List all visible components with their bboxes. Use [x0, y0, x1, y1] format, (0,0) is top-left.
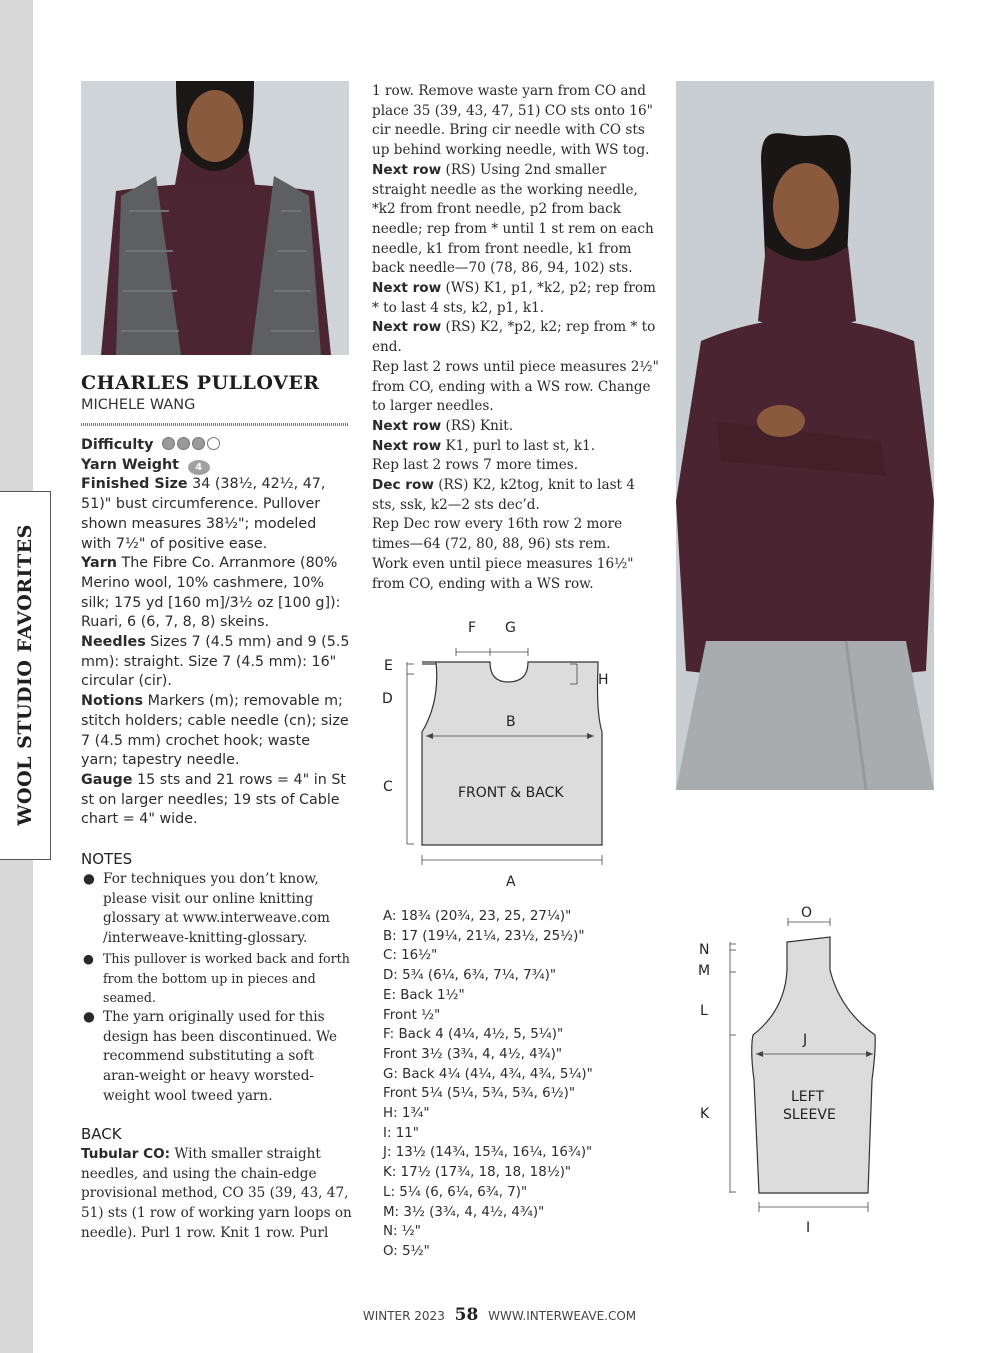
gauge-label: Gauge — [81, 771, 133, 788]
pattern-specs — [81, 436, 351, 830]
yarn-weight-label: Yarn Weight — [81, 456, 179, 473]
measurement-key: I: — [383, 1125, 392, 1141]
measurement-key: C: — [383, 948, 397, 964]
front-back-label: FRONT & BACK — [458, 785, 564, 801]
instruction-paragraph: Rep Dec row every 16th row 2 more times—64 (72, 80, 88, 96) sts rem. — [372, 516, 623, 553]
pattern-title: CHARLES PULLOVER — [81, 372, 320, 394]
measurement-row — [383, 927, 643, 947]
sleeve-shape — [752, 937, 875, 1193]
instruction-paragraph: Work even until piece measures 16½" from CO, ending with a WS row. — [372, 555, 634, 592]
bullet-icon: ● — [83, 1008, 95, 1025]
measurement-row — [383, 1222, 643, 1242]
row-label: Next row — [372, 437, 442, 454]
measurement-value: 16½" — [396, 948, 438, 964]
model-photo-small — [81, 81, 349, 355]
yarn-weight-badge-icon: 4 — [188, 460, 210, 475]
measurement-value: 1¾" — [397, 1106, 430, 1122]
instruction-paragraph — [372, 476, 662, 515]
front-back-schematic — [370, 612, 630, 892]
row-text: (WS) K1, p1, *k2, p2; rep from * to last 4 sts, k2, p1, k1. — [372, 280, 656, 316]
note-item — [81, 870, 353, 949]
sleeve-schematic-drawing — [690, 900, 920, 1240]
row-text: (RS) Knit. — [441, 417, 514, 434]
measurement-row — [383, 966, 643, 986]
bullet-icon: ● — [83, 871, 95, 887]
measurement-key: F: — [383, 1027, 395, 1043]
difficulty-circle-empty-icon — [207, 437, 220, 450]
yarn-text: The Fibre Co. Arranmore (80% Merino wool, 10% cashmere, 10% silk; 175 yd [160 m]/3½ oz [100 g]): Ruari, 6 (6, 7, 8, 8) skeins. — [81, 555, 341, 631]
instruction-paragraph — [372, 161, 662, 279]
measurement-key: H: — [383, 1106, 398, 1122]
measurement-value: Front ½" — [383, 1007, 441, 1023]
measurement-row — [383, 946, 643, 966]
sleeve-schematic — [690, 900, 920, 1240]
dim-label-f: F — [468, 620, 477, 636]
instruction-paragraph: Rep last 2 rows 7 more times. — [372, 457, 579, 474]
back-instructions — [81, 1145, 353, 1244]
needles-label: Needles — [81, 634, 146, 651]
page-footer — [0, 1305, 999, 1325]
measurement-value: 17 (19¼, 21¼, 23½, 25½)" — [396, 928, 585, 944]
measurement-row — [383, 1045, 643, 1065]
dim-label-o: O — [801, 905, 813, 921]
measurement-value: 3½ (3¾, 4, 4½, 4¾)" — [399, 1204, 545, 1220]
tubular-co-text: With smaller straight needles, and using the chain-edge provisional method, CO 35 (39, 43, 47, 51) sts (1 row of working yarn loops on needle). Purl 1 row. Knit 1 row. Purl — [81, 1146, 352, 1241]
measurement-key: B: — [383, 928, 397, 944]
difficulty-rating — [162, 437, 222, 453]
measurement-key: D: — [383, 968, 398, 984]
dim-label-h: H — [598, 672, 609, 688]
dim-label-m: M — [698, 963, 711, 979]
note-item — [81, 1008, 353, 1107]
tubular-co-label: Tubular CO: — [81, 1146, 171, 1162]
dim-label-a: A — [506, 874, 516, 890]
measurement-row — [383, 1242, 643, 1262]
instruction-paragraph: Rep last 2 rows until piece measures 2½" from CO, ending with a WS row. Change to larger needles. — [372, 358, 659, 415]
row-label: Next row — [372, 319, 442, 336]
measurement-value: Back 4 (4¼, 4½, 5, 5¼)" — [394, 1027, 564, 1043]
measurements-list — [383, 907, 643, 1262]
row-label: Dec row — [372, 477, 434, 494]
finished-size-label: Finished Size — [81, 476, 188, 493]
section-tab-label: WOOL STUDIO FAVORITES — [14, 524, 36, 826]
measurement-row — [383, 1143, 643, 1163]
row-text: (RS) K2, k2tog, knit to last 4 sts, ssk, k2—2 sts dec’d. — [372, 477, 635, 513]
gauge-row — [81, 771, 351, 830]
dim-label-k: K — [700, 1106, 710, 1122]
yarn-label: Yarn — [81, 555, 117, 572]
measurement-row — [383, 1124, 643, 1144]
notions-text: Markers (m); removable m; stitch holders; cable needle (cn); size 7 (4.5 mm) crochet hook; waste yarn; tapestry needle. — [81, 693, 349, 769]
note-text: For techniques you don’t know, please visit our online knitting glossary at www.interweave.com /interweave-knitting-glossary. — [103, 871, 330, 947]
row-text: K1, purl to last st, k1. — [441, 437, 596, 454]
yarn-weight-row — [81, 456, 351, 476]
instruction-paragraph — [372, 279, 662, 318]
instruction-paragraph — [372, 318, 662, 357]
measurement-key: G: — [383, 1066, 398, 1082]
measurement-row — [383, 1163, 643, 1183]
measurement-value: Front 5¼ (5¼, 5¾, 5¾, 6½)" — [383, 1086, 576, 1102]
measurement-key: N: — [383, 1224, 398, 1240]
difficulty-circle-icon — [177, 437, 190, 450]
measurement-row — [383, 1183, 643, 1203]
dim-label-i: I — [806, 1220, 811, 1236]
note-text: This pullover is worked back and forth from the bottom up in pieces and seamed. — [103, 950, 350, 1006]
difficulty-circle-icon — [162, 437, 175, 450]
dim-label-g: G — [505, 620, 516, 636]
model-photo-large — [676, 81, 934, 790]
designer-name: MICHELE WANG — [81, 397, 196, 413]
front-back-schematic-drawing — [370, 612, 630, 892]
front-body-shape — [422, 662, 602, 845]
measurement-key: O: — [383, 1243, 398, 1259]
measurement-row — [383, 1084, 643, 1104]
measurement-value: 5¾ (6¼, 6¾, 7¼, 7¾)" — [397, 968, 556, 984]
row-label: Next row — [372, 417, 442, 434]
finished-size-row — [81, 475, 351, 554]
measurement-key: E: — [383, 987, 396, 1003]
sleeve-label-line2: SLEEVE — [783, 1107, 836, 1123]
back-heading: BACK — [81, 1125, 122, 1143]
finished-size-text: 34 (38½, 42½, 47, 51)" bust circumference. Pullover shown measures 38½"; modeled with 7½" of positive ease. — [81, 476, 326, 552]
instruction-paragraph — [372, 417, 662, 437]
dim-label-l: L — [700, 1003, 708, 1019]
notions-label: Notions — [81, 693, 144, 710]
measurement-key: M: — [383, 1204, 400, 1220]
measurement-value: Back 1½" — [395, 987, 465, 1003]
dim-label-c: C — [383, 779, 393, 795]
difficulty-label: Difficulty — [81, 437, 154, 453]
footer-site: WWW.INTERWEAVE.COM — [488, 1309, 637, 1323]
notes-list — [81, 870, 353, 1106]
measurement-row — [383, 1104, 643, 1124]
model-photo-small-illustration — [81, 81, 349, 355]
notes-heading: NOTES — [81, 850, 133, 868]
note-item — [81, 949, 353, 1008]
dim-label-n: N — [699, 942, 710, 958]
sleeve-label-line1: LEFT — [791, 1089, 825, 1105]
measurement-row — [383, 1025, 643, 1045]
measurement-value: Back 4¼ (4¼, 4¾, 4¾, 5¼)" — [397, 1066, 593, 1082]
row-text: (RS) K2, *p2, k2; rep from * to end. — [372, 319, 656, 356]
measurement-row — [383, 1203, 643, 1223]
title-divider — [81, 423, 349, 426]
needles-row — [81, 633, 351, 692]
measurement-value: 13½ (14¾, 15¾, 16¼, 16¾)" — [391, 1145, 593, 1161]
measurement-key: J: — [383, 1145, 392, 1161]
dim-label-d: D — [382, 691, 393, 707]
yarn-row — [81, 554, 351, 633]
measurement-key: A: — [383, 909, 397, 924]
measurement-row — [383, 986, 643, 1006]
difficulty-row — [81, 436, 351, 456]
notions-row — [81, 692, 351, 771]
measurement-value: Front 3½ (3¾, 4, 4½, 4¾)" — [383, 1046, 563, 1062]
instructions-column — [372, 82, 662, 594]
measurement-value: 18¾ (20¾, 23, 25, 27¼)" — [396, 909, 572, 924]
row-label: Next row — [372, 280, 442, 297]
bullet-icon: ● — [83, 950, 94, 966]
row-text: (RS) Using 2nd smaller straight needle as the working needle, *k2 from front needle, p2 from back needle; rep from * until 1 st rem on each needle, k1 from front needle, k1 from back needle—70 (78, 86, 94, 102) sts. — [372, 161, 654, 277]
row-label: Next row — [372, 161, 442, 178]
note-text: The yarn originally used for this design has been discontinued. We recommend substituting a soft aran-weight or heavy worsted-weight wool tweed yarn. — [103, 1008, 338, 1104]
measurement-value: 5½" — [397, 1243, 430, 1259]
gauge-text: 15 sts and 21 rows = 4" in St st on larger needles; 19 sts of Cable chart = 4" wide. — [81, 771, 347, 828]
dim-label-j: J — [803, 1032, 808, 1048]
instruction-paragraph: 1 row. Remove waste yarn from CO and place 35 (39, 43, 47, 51) CO sts onto 16" cir needle. Bring cir needle with CO sts up behind working needle, with WS tog. — [372, 83, 653, 159]
measurement-value: 11" — [391, 1125, 419, 1141]
dim-label-b: B — [506, 714, 516, 730]
instruction-paragraph — [372, 437, 662, 457]
measurement-key: L: — [383, 1184, 395, 1200]
difficulty-circle-icon — [192, 437, 205, 450]
footer-season: WINTER 2023 — [362, 1309, 445, 1323]
dim-label-e: E — [384, 658, 393, 674]
measurement-value: ½" — [397, 1224, 421, 1240]
needles-text: Sizes 7 (4.5 mm) and 9 (5.5 mm): straight. Size 7 (4.5 mm): 16" circular (cir). — [81, 634, 350, 690]
measurement-row — [383, 1006, 643, 1026]
measurement-row — [383, 1065, 643, 1085]
page-number: 58 — [454, 1305, 479, 1325]
measurement-key: K: — [383, 1165, 397, 1181]
measurement-value: 17½ (17¾, 18, 18, 18½)" — [396, 1165, 572, 1181]
measurement-row — [383, 907, 643, 927]
model-photo-large-illustration — [676, 81, 934, 790]
measurement-value: 5¼ (6, 6¼, 6¾, 7)" — [394, 1184, 528, 1200]
